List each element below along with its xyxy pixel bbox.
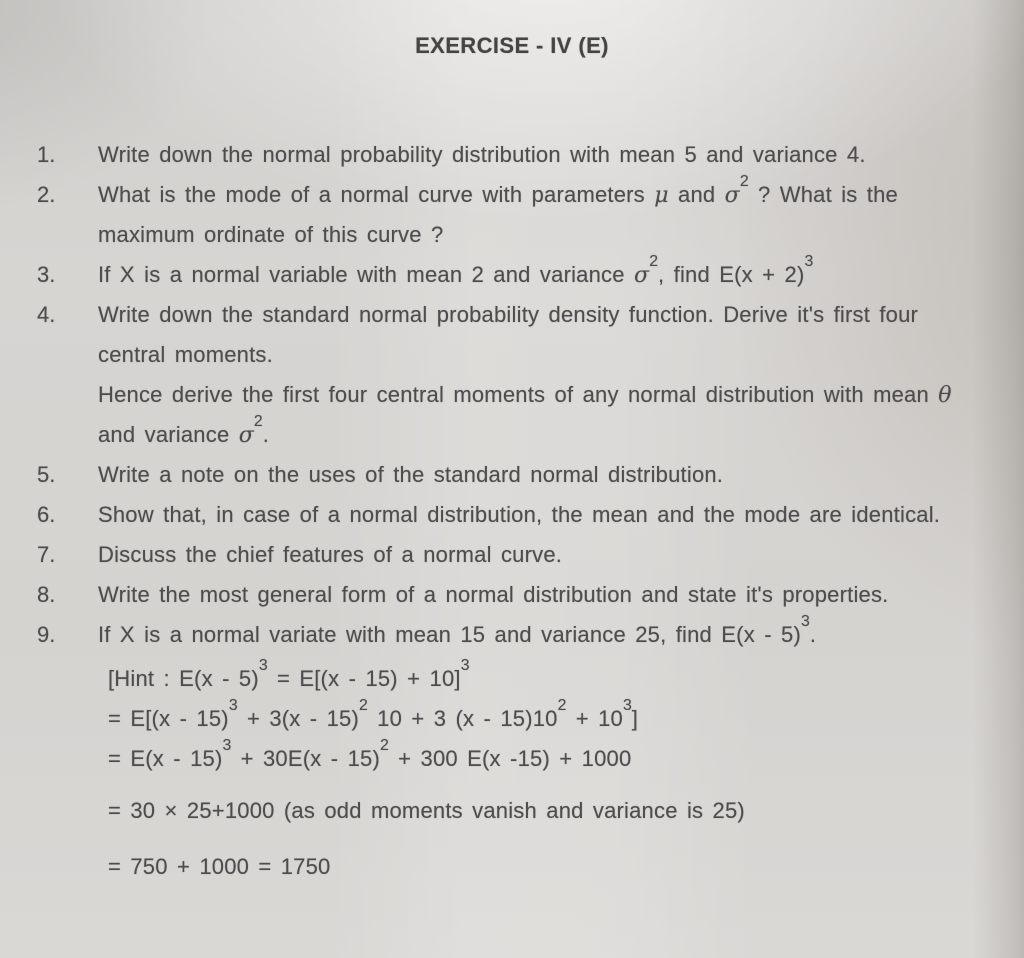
item-body (98, 575, 1024, 615)
exercise-item-3 (37, 252, 1024, 295)
exercise-item-2 (37, 172, 1024, 255)
page-title: EXERCISE - IV (E) (415, 33, 609, 58)
item-number: 4. (37, 302, 56, 327)
hint-line: = 30 × 25+1000 (as odd moments vanish and variance is 25) (108, 798, 745, 823)
item-number: 5. (37, 462, 56, 487)
item-body (98, 535, 1024, 575)
item-number: 9. (37, 622, 56, 647)
item-body (98, 295, 1024, 455)
hint-line: [Hint : $E(x - 5)^3 = E[(x - 15) + 10]^3$ (108, 656, 470, 691)
item-body (98, 612, 1024, 887)
item-number: 7. (37, 542, 56, 567)
hint-line: = E(x - 15)$^3$ + 30E(x - 15)$^2$ + 300 E(x -15) + 1000 (108, 736, 632, 771)
item-body (98, 172, 1024, 255)
item-line: Write a note on the uses of the standard normal distribution. (98, 462, 724, 487)
item-line: Hence derive the first four central moments of any normal distribution with mean θ (98, 382, 952, 408)
item-followup (98, 375, 1024, 455)
item-line: If X is a normal variate with mean 15 and variance 25, find E(x - 5)$^3$. (98, 612, 817, 647)
item-body (98, 455, 1024, 495)
hint-line: = E[(x - 15)$^3$ + 3(x - 15)$^2$ 10 + 3 $(x - 15)10^2 + 10^3$] (108, 696, 639, 731)
item-line: Write down the normal probability distribution with mean 5 and variance 4. (98, 142, 866, 167)
item-line: If X is a normal variable with mean 2 and variance $\sigma^2$, find $E(x + 2)^3$ (98, 252, 814, 288)
item-body (98, 495, 1024, 535)
exercise-item-1 (37, 135, 1024, 175)
item-body (98, 252, 1024, 295)
item-line: maximum ordinate of this curve ? (98, 222, 444, 247)
item-line: Discuss the chief features of a normal curve. (98, 542, 563, 567)
item-line: Write down the standard normal probability density function. Derive it's first four (98, 302, 919, 327)
item-number: 6. (37, 502, 56, 527)
exercise-item-4 (37, 295, 1024, 455)
item-number: 3. (37, 262, 56, 287)
item-number: 2. (37, 182, 56, 207)
hint-block (98, 656, 1024, 887)
exercise-item-9 (37, 612, 1024, 887)
item-line: central moments. (98, 342, 273, 367)
exercise-item-6 (37, 495, 1024, 535)
exercise-item-7 (37, 535, 1024, 575)
item-line: Write the most general form of a normal distribution and state it's properties. (98, 582, 889, 607)
item-line: and variance $\sigma^2$. (98, 412, 270, 448)
item-body (98, 135, 1024, 175)
exercise-list (37, 135, 1024, 887)
hint-line: = 750 + 1000 = 1750 (108, 854, 331, 879)
item-line: Show that, in case of a normal distribution, the mean and the mode are identical. (98, 502, 941, 527)
item-number: 1. (37, 142, 56, 167)
item-line: What is the mode of a normal curve with parameters μ and $\sigma^2$ ? What is the (98, 172, 898, 208)
exercise-item-8 (37, 575, 1024, 615)
exercise-item-5 (37, 455, 1024, 495)
item-number: 8. (37, 582, 56, 607)
